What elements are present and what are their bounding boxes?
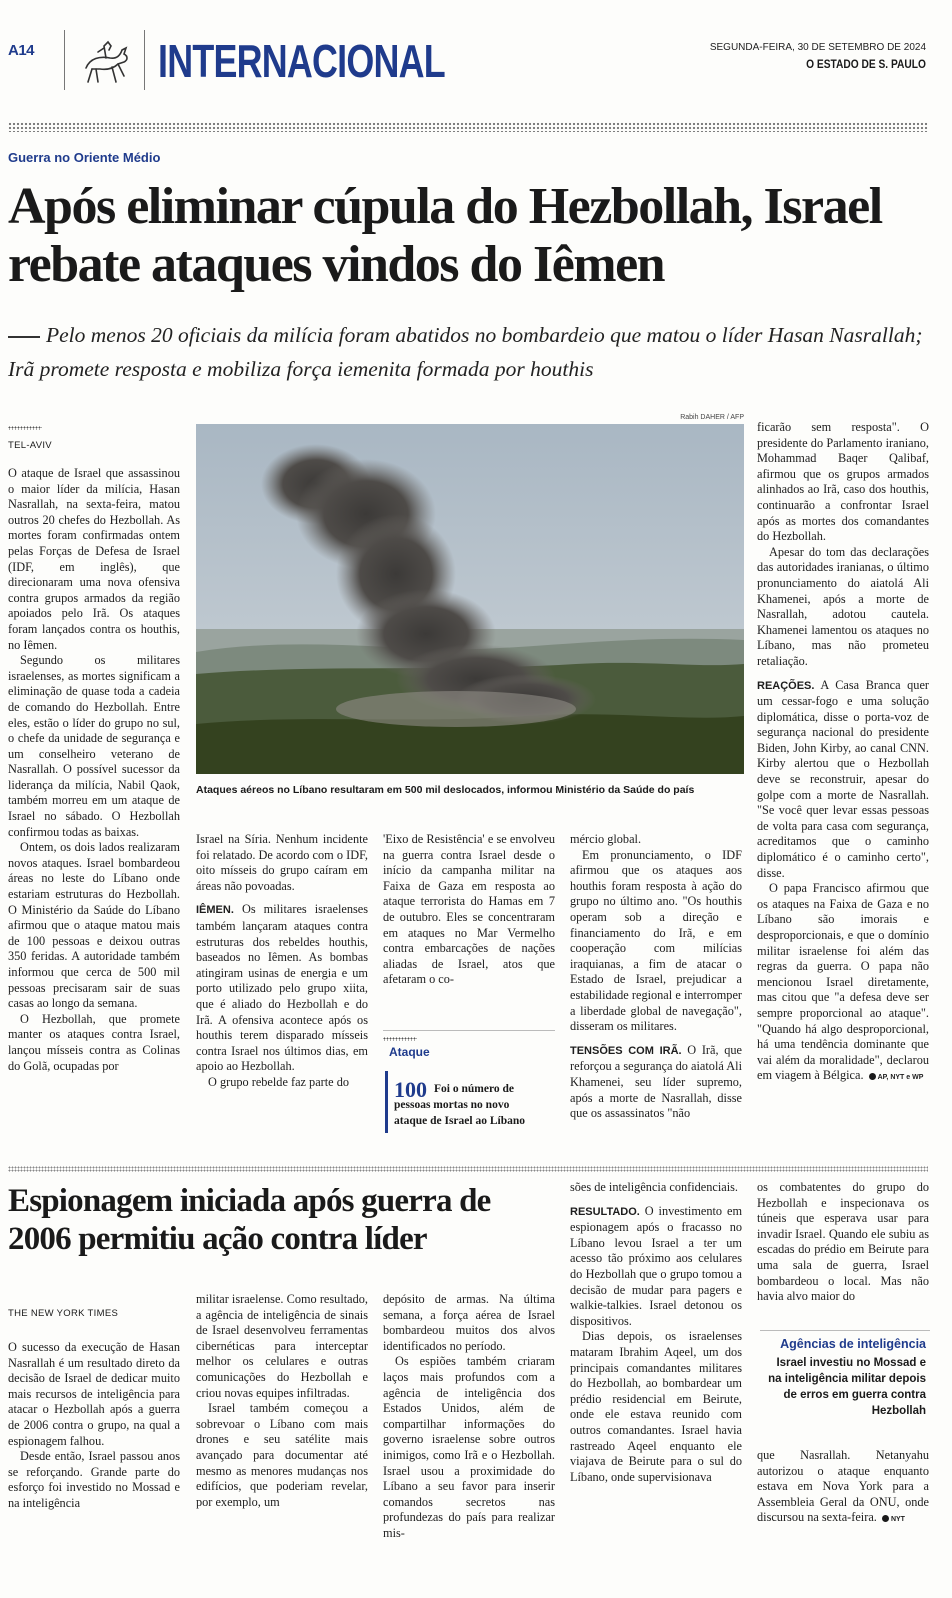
end-bullet-icon bbox=[869, 1073, 876, 1080]
fact-box bbox=[383, 1030, 555, 1132]
article-column-5-continued bbox=[757, 1448, 929, 1528]
paragraph: Ontem, os dois lados realizaram novos ataques. Israel bombardeou áreas no leste do Líbano onde estariam estruturas do Hezbollah. O Ministério da Saúde do Líbano afirmou que o ataque matou mais de 100 pessoas e deixou outras 350 feridas. A autoridade também informou que cerca de 500 mil pessoas precisaram sair de suas casas ao longo da semana. bbox=[8, 840, 180, 1011]
paragraph: Desde então, Israel passou anos se reforçando. Grande parte do esforço foi investido no Mossad e na inteligência bbox=[8, 1449, 180, 1510]
paragraph-text: A Casa Branca quer um cessar-fogo e uma solução diplomática, disse o porta-voz de segurança nacional do presidente Biden, John Kirby, ao canal CNN. Kirby alertou que o Hezbollah deve se reconstruir, apesar do golpe com a morte de Nasrallah. "Se você quer levar essas pessoas de volta para casa com segurança, acreditamos que o caminho diplomático é o caminho certo", disse. bbox=[757, 677, 929, 880]
article-column-5 bbox=[757, 1180, 929, 1305]
end-bullet-icon bbox=[882, 1515, 889, 1522]
paragraph: Em pronunciamento, o IDF afirmou que os ataques aos houthis foram resposta à ação do grupo no último ano. "Os houthis operam sob a direção e financiamento do Irã, e em cooperação com milícias iraquianas, a fim de atacar o Estado de Israel, prejudicar a estabilidade regional e interromper a liberdade global de navegação", disseram os militares. bbox=[570, 847, 742, 1034]
paragraph: O grupo rebelde faz parte do bbox=[208, 1074, 350, 1089]
subhead-lead: TENSÕES COM IRÃ. bbox=[570, 1044, 682, 1057]
paragraph: Segundo os militares israelenses, as mortes significam a eliminação de quase toda a cadeia de comando do Hezbollah. Entre eles, estão o líder do grupo no sul, o chefe da unidade de segurança e um conselheiro veterano de Nasrallah. O possível sucessor da liderança da milícia, Nabil Qaok, também morreu em um ataque de Israel no sábado. O Hezbollah confirmou todas as baixas. bbox=[8, 653, 180, 839]
paragraph: Apesar do tom das declarações das autoridades iranianas, o último pronunciamento do aiatolá Ali Khamenei, após a morte de Nasrallah, adotou cautela. Khamenei lamentou os ataques no Líbano, mas não prometeu retaliação. bbox=[757, 544, 929, 668]
deck-rule bbox=[8, 336, 40, 338]
section-title: INTERNACIONAL bbox=[158, 35, 445, 87]
header-divider bbox=[144, 30, 145, 90]
news-photo bbox=[196, 424, 744, 774]
paragraph bbox=[757, 678, 929, 882]
factbox-number: 100 bbox=[394, 1077, 427, 1102]
paragraph: Israel na Síria. Nenhum incidente foi relatado. De acordo com o IDF, oito mísseis do grupo caíram em áreas não povoadas. bbox=[196, 832, 368, 893]
factbox-label: Ataque bbox=[389, 1045, 430, 1059]
paragraph: Os espiões também criaram laços mais profundos com a agência de inteligência dos Estados Unidos, além de compartilhar informações do governo israelense sobre outros inimigos, como Irã e o Hezbollah. Israel usou a proximidade do Líbano a seu favor para inserir comandos secretos nas profundezas do país para realizar mis- bbox=[383, 1354, 555, 1540]
agency-signoff: NYT bbox=[890, 1516, 905, 1524]
article-column-1 bbox=[8, 1340, 180, 1512]
paragraph: O ataque de Israel que assassinou o maior líder da milícia, Hasan Nasrallah, na sexta-feira, matou outros 20 chefes do Hezbollah. As mortes foram confirmadas ontem pelas Forças de Defesa de Israel (IDF, em inglês), que direcionaram uma nova ofensiva contra grupos armados da região apoiados pelo Irã. Os ataques foram lançados contra os houthis, no Iêmen. bbox=[8, 466, 180, 652]
paragraph: sões de inteligência confidenciais. bbox=[570, 1180, 738, 1194]
paragraph: mércio global. bbox=[570, 832, 642, 846]
paragraph: Israel também começou a sobrevoar o Líbano com mais drones e seu satélite mais avançado para documentar até mesmo as menores mudanças nos edifícios, que poderiam revelar, por exemplo, um bbox=[196, 1401, 368, 1509]
second-headline: Espionagem iniciada após guerra de 2006 permitiu ação contra líder bbox=[8, 1183, 491, 1257]
issue-date: SEGUNDA-FEIRA, 30 DE SETEMBRO DE 2024 bbox=[709, 42, 926, 53]
page-number: A14 bbox=[8, 42, 35, 59]
dateline-place: TEL-AVIV bbox=[8, 440, 52, 451]
paragraph: O Hezbollah, que promete manter os ataques contra Israel, lançou mísseis contra as Colinas do Golã, ocupadas por bbox=[8, 1011, 180, 1073]
paragraph: os combatentes do grupo do Hezbollah e inspecionava os túneis que esperava usar para invadir Israel. Quando ele subiu as escadas do prédio em Beirute para uma sala de guerra, Israel bombardeou o local. Mas não havia alvo maior do bbox=[757, 1180, 929, 1304]
header-dotted-rule bbox=[8, 122, 928, 132]
article-column-4 bbox=[570, 1180, 742, 1485]
paragraph-text: O Irã, que reforçou a segurança do aiatolá Ali Khamenei, seu líder supremo, após a morte de Nasrallah, disse que os assassinatos "não bbox=[570, 1042, 742, 1121]
agency-signoff: AP, NYT e WP bbox=[877, 1074, 924, 1082]
rider-horse-logo-icon bbox=[78, 38, 134, 86]
article-column-1 bbox=[8, 466, 180, 1074]
photo-caption: Ataques aéreos no Líbano resultaram em 500 mil deslocados, informou Ministério da Saúde do país bbox=[196, 784, 695, 796]
paragraph bbox=[757, 881, 929, 1086]
paragraph: ficarão sem resposta". O presidente do Parlamento iraniano, Mohammad Baqer Qalibaf, afirmou que os grupos armados alinhados ao Irã, caso dos houthis, continuarão a confrontar Israel após as mortes dos comandantes do Hezbollah. bbox=[757, 420, 929, 544]
main-headline: Após eliminar cúpula do Hezbollah, Israel rebate ataques vindos do Iêmen bbox=[8, 178, 882, 293]
paragraph bbox=[196, 902, 368, 1075]
paragraph: O sucesso da execução de Hasan Nasrallah é um resultado direto da decisão de Israel de dedicar muito mais recursos de inteligência para atacar o Hezbollah após a guerra de 2006 contra o grupo, na qual a espionagem falhou. bbox=[8, 1340, 180, 1448]
subhead-lead: IÊMEN. bbox=[196, 904, 234, 917]
sidebox-label: Agências de inteligência bbox=[780, 1337, 926, 1351]
article-column-2 bbox=[196, 1292, 368, 1510]
paragraph-text: O papa Francisco afirmou que os ataques na Faixa de Gaza e no Líbano são imorais e desproporcionais, e que o domínio militar israelense foi além das regras da guerra. O papa não mencionou Israel diretamente, mas citou que "a defesa deve ser sempre proporcional ao ataque". "Quando há algo desproporcional, há uma tendência dominante que vai além da moralidade", declarou em viagem à Bélgica. bbox=[757, 881, 929, 1083]
paragraph-text: que Nasrallah. Netanyahu autorizou o ataque enquanto estava em Nova York para a Assembleia Geral da ONU, onde discursou na sexta-feira. bbox=[757, 1448, 929, 1525]
factbox-text: Foi o número de pessoas mortas no novo ataque de Israel ao Líbano bbox=[394, 1083, 525, 1127]
factbox-dots bbox=[383, 1037, 417, 1041]
paragraph: 'Eixo de Resistência' e se envolveu na guerra contra Israel desde o início da campanha militar na Faixa de Gaza em resposta ao ataque terrorista do Hamas em 7 de outubro. Eles se concentraram em ataques no Mar Vermelho contra embarcações de nações aliadas de Israel, atos que afetaram o co- bbox=[383, 832, 555, 987]
byline-dots bbox=[8, 426, 42, 430]
paragraph: depósito de armas. Na última semana, a força aérea de Israel bombardeou muitos dos alvos identificados no período. bbox=[383, 1292, 555, 1353]
article-column-2 bbox=[196, 832, 368, 1091]
header-divider bbox=[64, 30, 65, 90]
paragraph bbox=[570, 1043, 742, 1122]
article-column-4 bbox=[570, 832, 742, 1122]
photo-credit: Rabih DAHER / AFP bbox=[680, 414, 744, 421]
story-separator bbox=[8, 1166, 928, 1172]
subhead-lead: REAÇÕES. bbox=[757, 679, 815, 692]
newspaper-name: O ESTADO DE S. PAULO bbox=[806, 57, 926, 71]
article-column-3 bbox=[383, 1292, 555, 1542]
paragraph-text: O investimento em espionagem após o fracasso no Líbano levou Israel a ter um acesso tão próximo aos celulares do Hezbollah que o grupo tomou a decisão de mudar para pagers e walkie-talkies. Israel detonou os dispositivos. bbox=[570, 1203, 743, 1328]
subhead-lead: RESULTADO. bbox=[570, 1205, 640, 1218]
factbox-body bbox=[385, 1071, 551, 1133]
paragraph: militar israelense. Como resultado, a agência de inteligência de sinais de Israel desenvolveu ferramentas cibernéticas para interceptar melhor os celulares e outras comunicações do Hezbollah e criou novas equipes infiltradas. bbox=[196, 1292, 368, 1400]
article-column-3 bbox=[383, 832, 555, 988]
story-kicker: Guerra no Oriente Médio bbox=[8, 150, 161, 165]
sidebox-text: Israel investiu no Mossad e na inteligência militar depois de erros em guerra contra Hezbollah bbox=[768, 1357, 926, 1417]
side-box bbox=[760, 1330, 930, 1430]
paragraph bbox=[570, 1204, 742, 1330]
article-column-5 bbox=[757, 420, 929, 1086]
story-deck: Pelo menos 20 oficiais da milícia foram abatidos no bombardeio que matou o líder Hasan Nasrallah; Irã promete resposta e mobiliza força iemenita formada por houthis bbox=[8, 323, 923, 381]
paragraph bbox=[757, 1448, 929, 1528]
paragraph-text: Os militares israelenses também lançaram ataques contra estruturas dos rebeldes houthis, baseados no Iêmen. As bombas atingiram usinas de energia e um porto utilizado pelo grupo xiita, que é aliado do Hezbollah e do Irã. A ofensiva acontece após os houthis terem disparado mísseis contra Israel nos últimos dias, em apoio ao Hezbollah. bbox=[196, 902, 368, 1074]
paragraph: Dias depois, os israelenses mataram Ibrahim Aqeel, um dos principais comandantes militares do Hezbollah, ao bombardear um prédio residencial em Beirute, onde ele estava reunido com outros comandantes. Israel havia rastreado Aqeel enquanto ele viajava de Beirute para o sul do Líbano, onde supervisionava bbox=[570, 1329, 742, 1484]
byline: THE NEW YORK TIMES bbox=[8, 1308, 119, 1319]
